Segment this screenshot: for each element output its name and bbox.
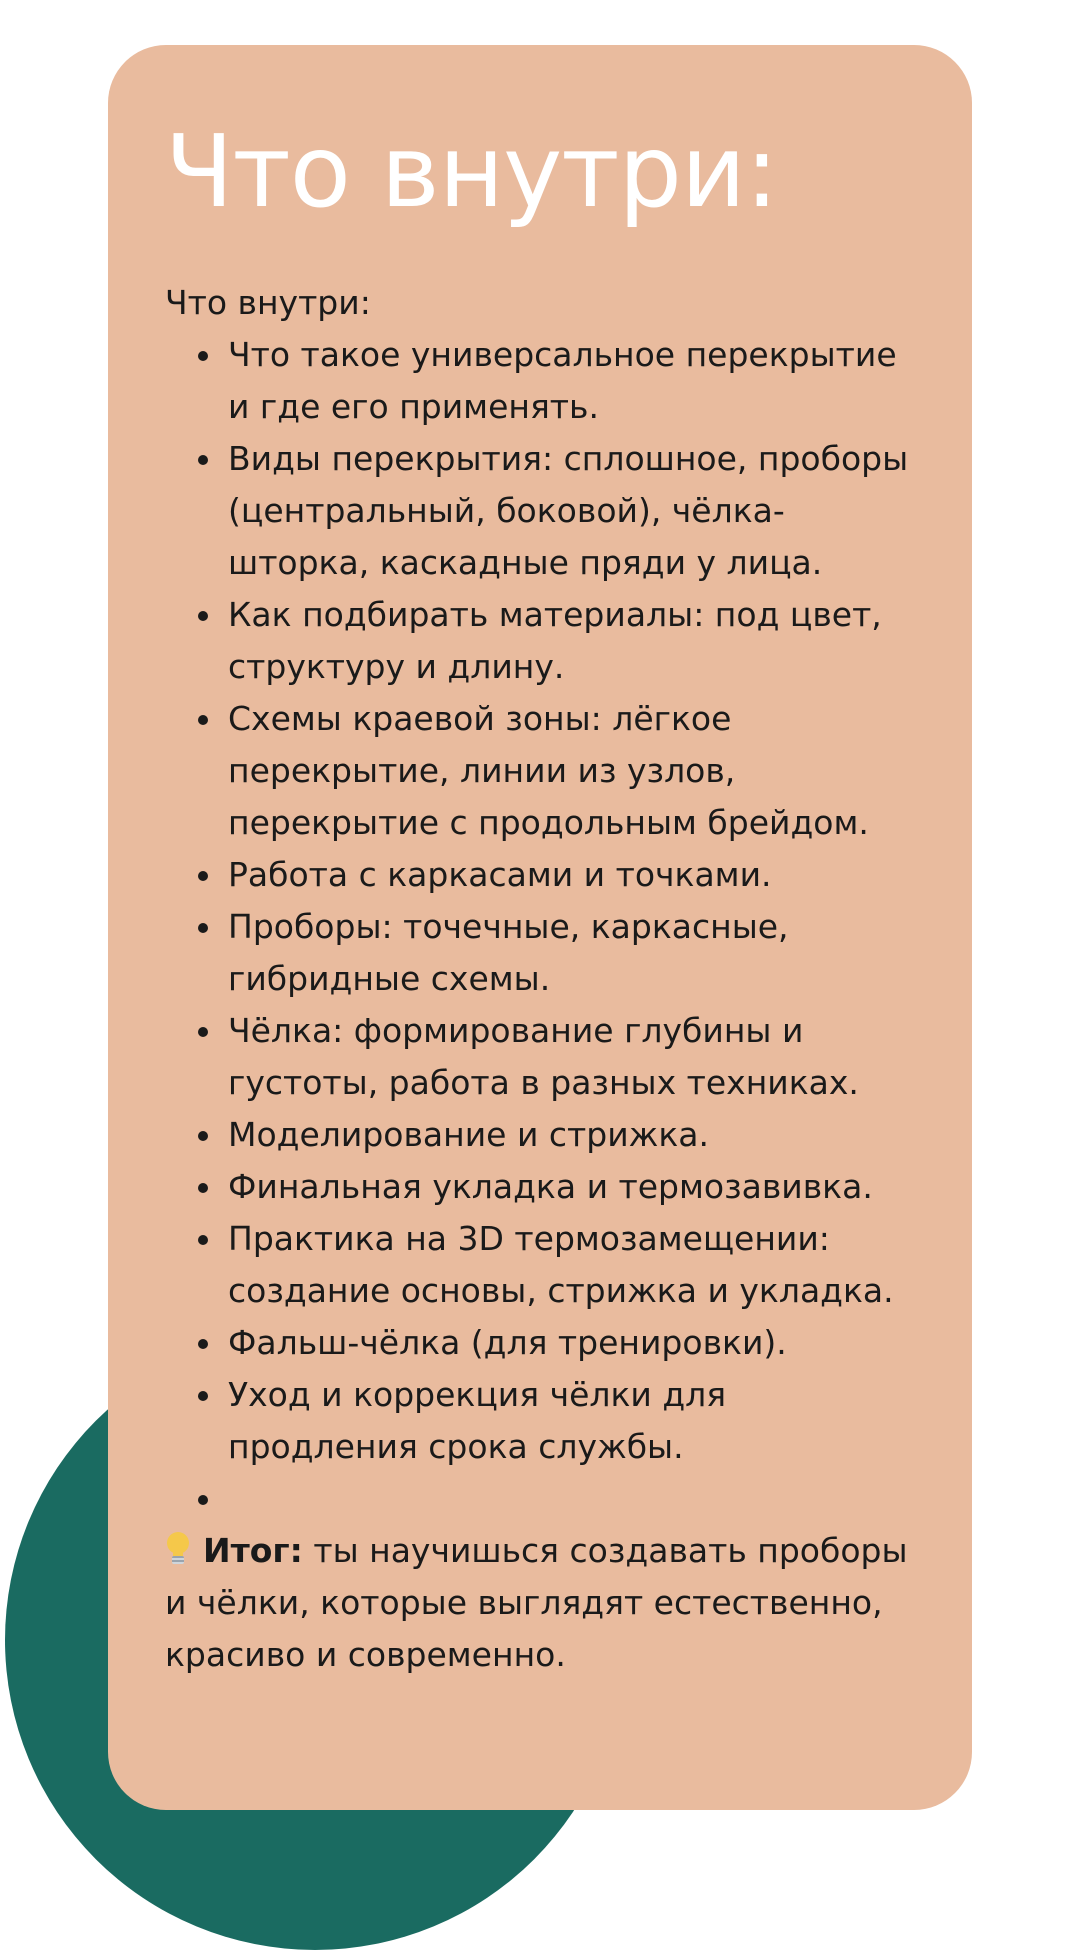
list-item: Фальш-чёлка (для тренировки). — [228, 1317, 916, 1369]
list-item: Схемы краевой зоны: лёгкое перекрытие, линии из узлов, перекрытие с продольным брейдом. — [228, 693, 916, 849]
lightbulb-icon — [165, 1532, 191, 1566]
content-card — [108, 45, 972, 1810]
list-item: Что такое универсальное перекрытие и где его применять. — [228, 329, 916, 433]
summary-label: Итог: — [203, 1531, 303, 1570]
list-item: Практика на 3D термозамещении: создание основы, стрижка и укладка. — [228, 1213, 916, 1317]
list-item: Уход и коррекция чёлки для продления срока службы. — [228, 1369, 916, 1473]
card-title: Что внутри: — [165, 113, 778, 230]
card-subtitle: Что внутри: — [165, 283, 371, 322]
list-item-empty — [228, 1473, 916, 1525]
list-item: Моделирование и стрижка. — [228, 1109, 916, 1161]
list-item: Как подбирать материалы: под цвет, структуру и длину. — [228, 589, 916, 693]
list-item: Виды перекрытия: сплошное, проборы (центральный, боковой), чёлка-шторка, каскадные пряди у лица. — [228, 433, 916, 589]
list-item: Чёлка: формирование глубины и густоты, работа в разных техниках. — [228, 1005, 916, 1109]
list-item: Проборы: точечные, каркасные, гибридные схемы. — [228, 901, 916, 1005]
list-item: Финальная укладка и термозавивка. — [228, 1161, 916, 1213]
list-item: Работа с каркасами и точками. — [228, 849, 916, 901]
summary — [165, 1525, 916, 1681]
summary-text: ты научишься создавать проборы и чёлки, которые выглядят естественно, красиво и современно. — [165, 1531, 908, 1674]
contents-list — [165, 329, 916, 1525]
